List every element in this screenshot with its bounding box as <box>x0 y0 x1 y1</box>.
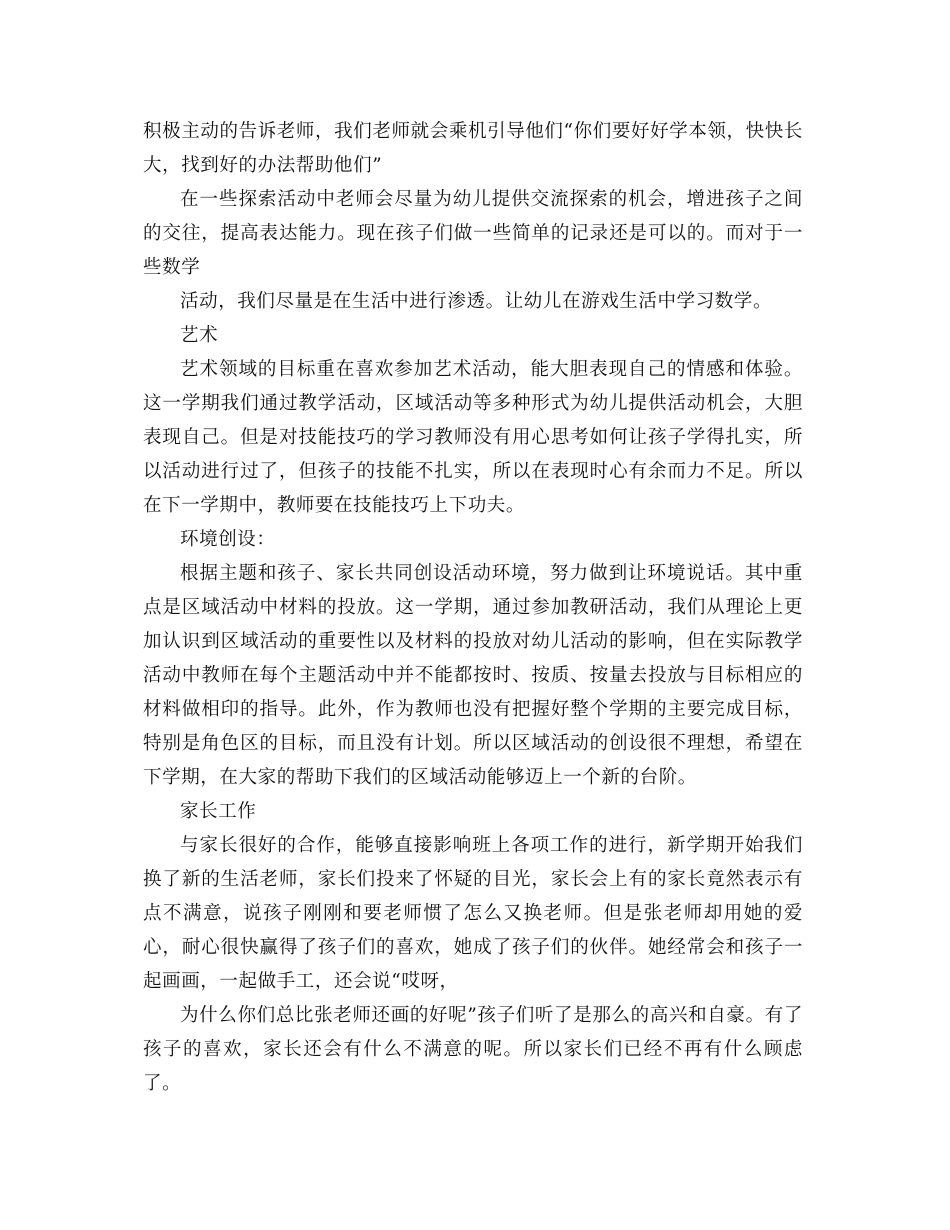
paragraph-2: 在一些探索活动中老师会尽量为幼儿提供交流探索的机会，增进孩子之间的交往，提高表达能力。现在孩子们做一些简单的记录还是可以的。而对于一些数学 <box>143 189 803 278</box>
section-heading-art: 艺术 <box>180 325 219 346</box>
paragraph-environment: 根据主题和孩子、家长共同创设活动环境，努力做到让环境说话。其中重点是区域活动中材料的投放。这一学期，通过参加教研活动，我们从理论上更加认识到区域活动的重要性以及材料的投放对幼儿活动的影响，但在实际教学活动中教师在每个主题活动中并不能都按时、按质、按量去投放与目标相应的材料做相印的指导。此外，作为教师也没有把握好整个学期的主要完成目标，特别是角色区的目标，而且没有计划。所以区域活动的创设很不理想，希望在下学期，在大家的帮助下我们的区域活动能够迈上一个新的台阶。 <box>143 563 803 788</box>
paragraph-1: 积极主动的告诉老师，我们老师就会乘机引导他们“你们要好好学本领，快快长大，找到好的办法帮助他们” <box>143 121 803 176</box>
paragraph-parents-1: 与家长很好的合作，能够直接影响班上各项工作的进行，新学期开始我们换了新的生活老师，家长们投来了怀疑的目光，家长会上有的家长竟然表示有点不满意，说孩子刚刚和要老师惯了怎么又换老师。但是张老师却用她的爱心，耐心很快赢得了孩子们的喜欢，她成了孩子们的伙伴。她经常会和孩子一起画画，一起做手工，还会说“哎呀， <box>143 835 803 992</box>
paragraph-parents-2: 为什么你们总比张老师还画的好呢”孩子们听了是那么的高兴和自豪。有了孩子的喜欢，家长还会有什么不满意的呢。所以家长们已经不再有什么顾虑了。 <box>143 1005 803 1094</box>
section-heading-parents: 家长工作 <box>180 801 257 822</box>
paragraph-art: 艺术领域的目标重在喜欢参加艺术活动，能大胆表现自己的情感和体验。这一学期我们通过教学活动，区域活动等多种形式为幼儿提供活动机会，大胆表现自己。但是对技能技巧的学习教师没有用心思考如何让孩子学得扎实，所以活动进行过了，但孩子的技能不扎实，所以在表现时心有余而力不足。所以在下一学期中，教师要在技能技巧上下功夫。 <box>143 359 803 516</box>
paragraph-3: 活动，我们尽量是在生活中进行渗透。让幼儿在游戏生活中学习数学。 <box>180 291 773 312</box>
document-body <box>143 115 803 1101</box>
section-heading-environment: 环境创设： <box>180 529 276 550</box>
